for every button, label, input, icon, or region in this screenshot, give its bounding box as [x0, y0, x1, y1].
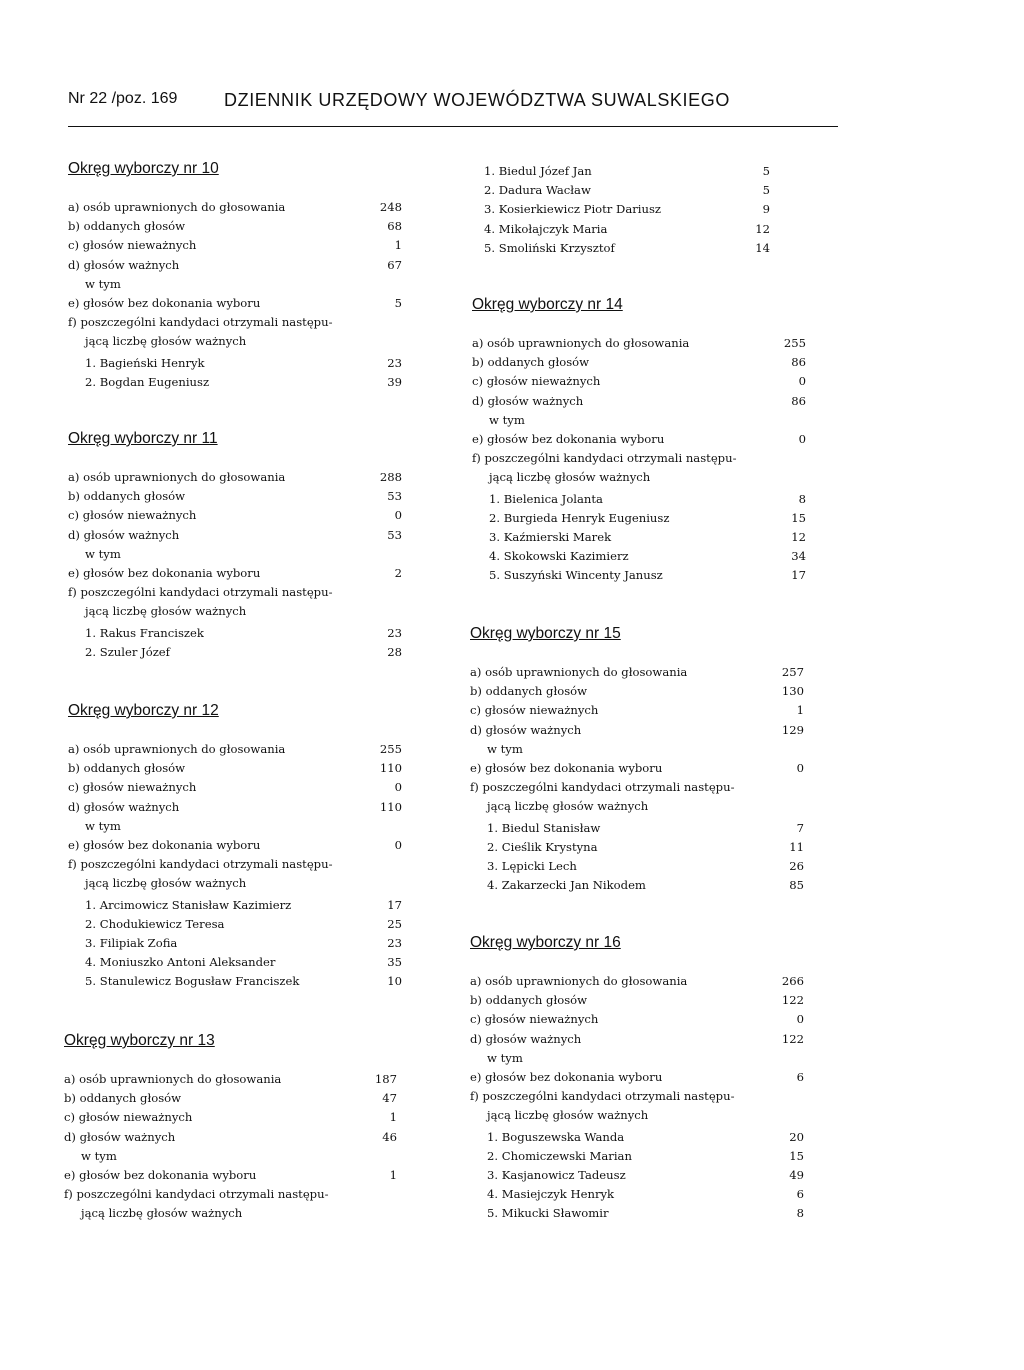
eligible-voters-row: a) osób uprawnionych do głosowania 288	[68, 470, 402, 484]
district-15	[470, 623, 804, 895]
district-title: Okręg wyborczy nr 12	[68, 702, 219, 719]
eligible-voters-row: a) osób uprawnionych do głosowania 248	[68, 200, 402, 214]
candidate-row: 1. Rakus Franciszek 23	[85, 625, 402, 640]
candidate-row: 5. Stanulewicz Bogusław Franciszek 10	[85, 974, 402, 989]
no-choice-votes-row: e) głosów bez dokonania wyboru 2	[68, 565, 402, 580]
eligible-voters-row: a) osób uprawnionych do głosowania 257	[470, 665, 804, 679]
district-title: Okręg wyborczy nr 15	[470, 625, 621, 642]
no-choice-votes-row: e) głosów bez dokonania wyboru 1	[64, 1167, 397, 1182]
candidate-row: 3. Kosierkiewicz Piotr Dariusz 9	[484, 202, 770, 217]
eligible-voters-row: a) osób uprawnionych do głosowania 266	[470, 974, 804, 988]
candidate-row: 3. Filipiak Zofia 23	[85, 935, 402, 950]
no-choice-votes-row: e) głosów bez dokonania wyboru 5	[68, 295, 402, 310]
votes-cast-row: b) oddanych głosów 122	[470, 993, 804, 1008]
candidates-intro-row: f) poszczególni kandydaci otrzymali następu-	[472, 451, 737, 466]
no-choice-votes-row: e) głosów bez dokonania wyboru 6	[470, 1069, 804, 1084]
district-16	[470, 932, 804, 1223]
candidates-intro-row: f) poszczególni kandydaci otrzymali następu-	[68, 857, 333, 872]
candidate-row: 5. Mikucki Sławomir 8	[487, 1206, 804, 1221]
district-13	[64, 1030, 397, 1224]
candidate-row: 2. Chodukiewicz Teresa 25	[85, 916, 402, 931]
votes-cast-row: b) oddanych głosów 130	[470, 684, 804, 699]
candidate-row: 4. Mikołajczyk Maria 12	[484, 221, 770, 236]
invalid-votes-row: c) głosów nieważnych 0	[470, 1012, 804, 1027]
including-row: w tym	[487, 1050, 523, 1065]
valid-votes-row: d) głosów ważnych 129	[470, 722, 804, 737]
candidate-row: 4. Zakarzecki Jan Nikodem 85	[487, 878, 804, 893]
district-title: Okręg wyborczy nr 14	[472, 296, 623, 313]
candidate-row: 1. Bielenica Jolanta 8	[489, 491, 806, 506]
candidate-row: 1. Biedul Józef Jan 5	[484, 164, 770, 178]
eligible-voters-row: a) osób uprawnionych do głosowania 255	[472, 336, 806, 350]
including-row: w tym	[487, 741, 523, 756]
candidate-row: 2. Chomiczewski Marian 15	[487, 1148, 804, 1163]
candidates-intro-row: f) poszczególni kandydaci otrzymali następu-	[470, 1089, 735, 1104]
district-12	[68, 700, 402, 991]
valid-votes-row: d) głosów ważnych 46	[64, 1129, 397, 1144]
header-divider	[68, 126, 838, 127]
valid-votes-row: d) głosów ważnych 86	[472, 393, 806, 408]
candidates-intro-row: f) poszczególni kandydaci otrzymali następu-	[68, 315, 333, 330]
candidate-row: 3. Lępicki Lech 26	[487, 858, 804, 873]
including-row: w tym	[85, 546, 121, 561]
candidate-row: 3. Kasjanowicz Tadeusz 49	[487, 1167, 804, 1182]
candidate-row: 2. Burgieda Henryk Eugeniusz 15	[489, 510, 806, 525]
candidate-row: 5. Smoliński Krzysztof 14	[484, 240, 770, 255]
valid-votes-row: d) głosów ważnych 110	[68, 799, 402, 814]
no-choice-votes-row: e) głosów bez dokonania wyboru 0	[470, 760, 804, 775]
candidates-intro-row-2: jącą liczbę głosów ważnych	[85, 604, 247, 619]
page-header	[68, 86, 838, 130]
issue-reference: Nr 22 /poz. 169	[68, 90, 178, 107]
candidate-row: 2. Bogdan Eugeniusz 39	[85, 374, 402, 389]
candidates-intro-row: f) poszczególni kandydaci otrzymali następu-	[470, 780, 735, 795]
candidate-row: 4. Masiejczyk Henryk 6	[487, 1187, 804, 1202]
district-title: Okręg wyborczy nr 13	[64, 1032, 215, 1049]
invalid-votes-row: c) głosów nieważnych 0	[68, 780, 402, 795]
valid-votes-row: d) głosów ważnych 122	[470, 1031, 804, 1046]
district-13-candidates	[484, 162, 770, 258]
eligible-voters-row: a) osób uprawnionych do głosowania 187	[64, 1072, 397, 1086]
invalid-votes-row: c) głosów nieważnych 1	[470, 703, 804, 718]
candidate-row: 4. Moniuszko Antoni Aleksander 35	[85, 955, 402, 970]
district-title: Okręg wyborczy nr 16	[470, 934, 621, 951]
district-title: Okręg wyborczy nr 11	[68, 430, 218, 447]
candidates-intro-row: f) poszczególni kandydaci otrzymali następu-	[68, 585, 333, 600]
candidate-row: 1. Arcimowicz Stanisław Kazimierz 17	[85, 897, 402, 912]
district-title: Okręg wyborczy nr 10	[68, 160, 219, 177]
candidates-intro-row-2: jącą liczbę głosów ważnych	[489, 470, 651, 485]
candidates-intro-row-2: jącą liczbę głosów ważnych	[85, 334, 247, 349]
district-14	[472, 294, 806, 585]
candidate-row: 1. Bagieński Henryk 23	[85, 355, 402, 370]
votes-cast-row: b) oddanych głosów 86	[472, 355, 806, 370]
candidates-intro-row-2: jącą liczbę głosów ważnych	[81, 1206, 243, 1221]
candidate-row: 4. Skokowski Kazimierz 34	[489, 549, 806, 564]
valid-votes-row: d) głosów ważnych 67	[68, 257, 402, 272]
candidates-intro-row-2: jącą liczbę głosów ważnych	[85, 876, 247, 891]
including-row: w tym	[85, 818, 121, 833]
votes-cast-row: b) oddanych głosów 110	[68, 761, 402, 776]
candidate-row: 3. Kaźmierski Marek 12	[489, 529, 806, 544]
candidates-intro-row-2: jącą liczbę głosów ważnych	[487, 799, 649, 814]
district-11	[68, 428, 402, 662]
votes-cast-row: b) oddanych głosów 47	[64, 1091, 397, 1106]
candidate-row: 2. Dadura Wacław 5	[484, 183, 770, 198]
candidate-row: 2. Cieślik Krystyna 11	[487, 839, 804, 854]
including-row: w tym	[489, 412, 525, 427]
valid-votes-row: d) głosów ważnych 53	[68, 527, 402, 542]
candidate-row: 2. Szuler Józef 28	[85, 644, 402, 659]
invalid-votes-row: c) głosów nieważnych 1	[64, 1110, 397, 1125]
no-choice-votes-row: e) głosów bez dokonania wyboru 0	[68, 837, 402, 852]
including-row: w tym	[81, 1148, 117, 1163]
including-row: w tym	[85, 276, 121, 291]
candidate-row: 1. Boguszewska Wanda 20	[487, 1129, 804, 1144]
invalid-votes-row: c) głosów nieważnych 0	[472, 374, 806, 389]
district-10	[68, 158, 402, 392]
no-choice-votes-row: e) głosów bez dokonania wyboru 0	[472, 431, 806, 446]
candidates-intro-row-2: jącą liczbę głosów ważnych	[487, 1108, 649, 1123]
journal-title: DZIENNIK URZĘDOWY WOJEWÓDZTWA SUWALSKIEGO	[224, 90, 730, 110]
candidate-row: 1. Biedul Stanisław 7	[487, 820, 804, 835]
eligible-voters-row: a) osób uprawnionych do głosowania 255	[68, 742, 402, 756]
candidate-row: 5. Suszyński Wincenty Janusz 17	[489, 568, 806, 583]
candidates-intro-row: f) poszczególni kandydaci otrzymali następu-	[64, 1187, 329, 1202]
votes-cast-row: b) oddanych głosów 53	[68, 489, 402, 504]
invalid-votes-row: c) głosów nieważnych 1	[68, 238, 402, 253]
votes-cast-row: b) oddanych głosów 68	[68, 219, 402, 234]
invalid-votes-row: c) głosów nieważnych 0	[68, 508, 402, 523]
